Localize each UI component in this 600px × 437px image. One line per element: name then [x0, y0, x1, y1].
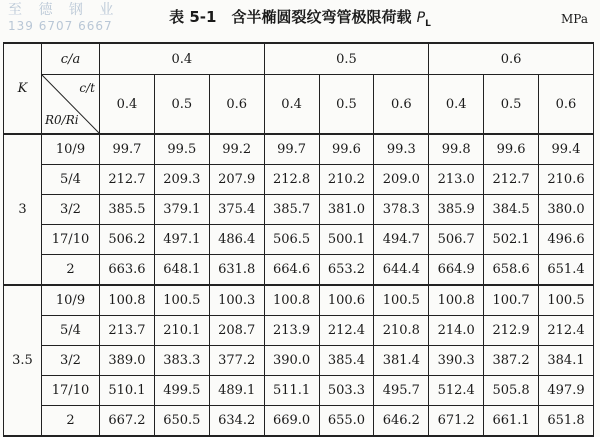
- load-value: 646.2: [374, 406, 429, 437]
- table-row: [4, 165, 594, 195]
- load-value: 661.1: [484, 406, 539, 437]
- load-value: 207.9: [209, 165, 264, 195]
- load-value: 99.3: [374, 134, 429, 165]
- load-value: 100.8: [100, 285, 155, 316]
- load-value: 212.7: [100, 165, 155, 195]
- load-value: 502.1: [484, 225, 539, 255]
- watermark-company: 至 德 钢 业: [8, 2, 120, 18]
- load-value: 214.0: [429, 316, 484, 346]
- load-value: 377.2: [209, 346, 264, 376]
- ct-value: 0.4: [264, 75, 319, 135]
- table-row: [4, 255, 594, 286]
- k-value: 3.5: [4, 285, 42, 436]
- table-body: [4, 43, 594, 436]
- load-value: 212.7: [484, 165, 539, 195]
- table-title: [0, 6, 600, 29]
- table-row: [4, 195, 594, 225]
- load-value: 664.6: [264, 255, 319, 286]
- load-value: 99.8: [429, 134, 484, 165]
- ratio-value: 10/9: [42, 134, 100, 165]
- ratio-value: 5/4: [42, 165, 100, 195]
- load-value: 210.1: [154, 316, 209, 346]
- load-value: 210.2: [319, 165, 374, 195]
- load-value: 99.7: [100, 134, 155, 165]
- ct-value: 0.5: [484, 75, 539, 135]
- load-value: 486.4: [209, 225, 264, 255]
- load-value: 497.1: [154, 225, 209, 255]
- load-value: 212.4: [319, 316, 374, 346]
- load-value: 100.3: [209, 285, 264, 316]
- load-value: 212.8: [264, 165, 319, 195]
- load-value: 390.0: [264, 346, 319, 376]
- ratio-value: 10/9: [42, 285, 100, 316]
- title-subscript: L: [425, 19, 431, 29]
- ca-value: 0.4: [100, 43, 265, 75]
- ratio-header: R0/Ri: [45, 113, 79, 127]
- load-value: 503.3: [319, 376, 374, 406]
- load-value: 634.2: [209, 406, 264, 437]
- load-value: 380.0: [539, 195, 594, 225]
- ratio-value: 5/4: [42, 316, 100, 346]
- load-value: 99.4: [539, 134, 594, 165]
- load-value: 383.3: [154, 346, 209, 376]
- load-value: 651.4: [539, 255, 594, 286]
- k-value: 3: [4, 134, 42, 285]
- load-value: 497.9: [539, 376, 594, 406]
- load-value: 499.5: [154, 376, 209, 406]
- load-value: 664.9: [429, 255, 484, 286]
- load-value: 100.5: [374, 285, 429, 316]
- load-value: 384.1: [539, 346, 594, 376]
- load-value: 212.4: [539, 316, 594, 346]
- load-value: 213.9: [264, 316, 319, 346]
- ca-header: c/a: [42, 43, 100, 75]
- load-value: 385.9: [429, 195, 484, 225]
- load-value: 100.6: [319, 285, 374, 316]
- table-row: [4, 225, 594, 255]
- load-value: 387.2: [484, 346, 539, 376]
- load-value: 651.8: [539, 406, 594, 437]
- ct-value: 0.4: [100, 75, 155, 135]
- load-value: 385.5: [100, 195, 155, 225]
- load-value: 671.2: [429, 406, 484, 437]
- load-value: 99.6: [319, 134, 374, 165]
- load-value: 100.5: [539, 285, 594, 316]
- load-value: 213.7: [100, 316, 155, 346]
- load-value: 213.0: [429, 165, 484, 195]
- ca-value: 0.6: [429, 43, 594, 75]
- load-value: 650.5: [154, 406, 209, 437]
- unit-label: MPa: [561, 12, 588, 26]
- ca-value: 0.5: [264, 43, 429, 75]
- table-row: [4, 316, 594, 346]
- load-value: 209.0: [374, 165, 429, 195]
- title-symbol: P: [416, 10, 426, 26]
- ct-value: 0.6: [539, 75, 594, 135]
- load-value: 210.8: [374, 316, 429, 346]
- table-row: [4, 285, 594, 316]
- load-value: 511.1: [264, 376, 319, 406]
- load-value: 389.0: [100, 346, 155, 376]
- load-value: 658.6: [484, 255, 539, 286]
- load-value: 653.2: [319, 255, 374, 286]
- ratio-value: 3/2: [42, 346, 100, 376]
- load-value: 489.1: [209, 376, 264, 406]
- load-value: 506.7: [429, 225, 484, 255]
- load-value: 644.4: [374, 255, 429, 286]
- load-value: 212.9: [484, 316, 539, 346]
- load-value: 378.3: [374, 195, 429, 225]
- ct-value: 0.5: [319, 75, 374, 135]
- load-value: 100.5: [154, 285, 209, 316]
- load-value: 99.7: [264, 134, 319, 165]
- load-value: 390.3: [429, 346, 484, 376]
- table-row: [4, 346, 594, 376]
- load-value: 99.2: [209, 134, 264, 165]
- load-value: 667.2: [100, 406, 155, 437]
- load-value: 655.0: [319, 406, 374, 437]
- diagonal-header-cell: [42, 75, 100, 135]
- load-value: 375.4: [209, 195, 264, 225]
- ct-value: 0.6: [209, 75, 264, 135]
- load-value: 494.7: [374, 225, 429, 255]
- ct-value: 0.4: [429, 75, 484, 135]
- ct-value: 0.5: [154, 75, 209, 135]
- load-value: 495.7: [374, 376, 429, 406]
- ct-header: c/t: [79, 81, 95, 95]
- load-value: 99.5: [154, 134, 209, 165]
- load-value: 100.7: [484, 285, 539, 316]
- ratio-value: 17/10: [42, 376, 100, 406]
- limit-load-table: [3, 42, 594, 437]
- load-value: 669.0: [264, 406, 319, 437]
- load-value: 385.4: [319, 346, 374, 376]
- table-title-text: 表 5-1 含半椭圆裂纹弯管极限荷载: [169, 8, 417, 26]
- watermark-phone: 139 6707 6667: [8, 19, 113, 33]
- load-value: 381.0: [319, 195, 374, 225]
- ct-value: 0.6: [374, 75, 429, 135]
- load-value: 381.4: [374, 346, 429, 376]
- table-row: [4, 134, 594, 165]
- load-value: 510.1: [100, 376, 155, 406]
- load-value: 663.6: [100, 255, 155, 286]
- load-value: 506.5: [264, 225, 319, 255]
- table-row: [4, 406, 594, 437]
- table-row: [4, 376, 594, 406]
- ratio-value: 2: [42, 406, 100, 437]
- load-value: 209.3: [154, 165, 209, 195]
- header-row-ca: [4, 43, 594, 75]
- load-value: 512.4: [429, 376, 484, 406]
- load-value: 100.8: [429, 285, 484, 316]
- load-value: 631.8: [209, 255, 264, 286]
- k-header: K: [4, 43, 42, 134]
- load-value: 210.6: [539, 165, 594, 195]
- ratio-value: 2: [42, 255, 100, 286]
- load-value: 99.6: [484, 134, 539, 165]
- load-value: 384.5: [484, 195, 539, 225]
- load-value: 648.1: [154, 255, 209, 286]
- load-value: 506.2: [100, 225, 155, 255]
- ratio-value: 17/10: [42, 225, 100, 255]
- load-value: 496.6: [539, 225, 594, 255]
- load-value: 100.8: [264, 285, 319, 316]
- load-value: 505.8: [484, 376, 539, 406]
- load-value: 208.7: [209, 316, 264, 346]
- load-value: 500.1: [319, 225, 374, 255]
- load-value: 385.7: [264, 195, 319, 225]
- load-value: 379.1: [154, 195, 209, 225]
- ratio-value: 3/2: [42, 195, 100, 225]
- header-row-ct: [4, 75, 594, 135]
